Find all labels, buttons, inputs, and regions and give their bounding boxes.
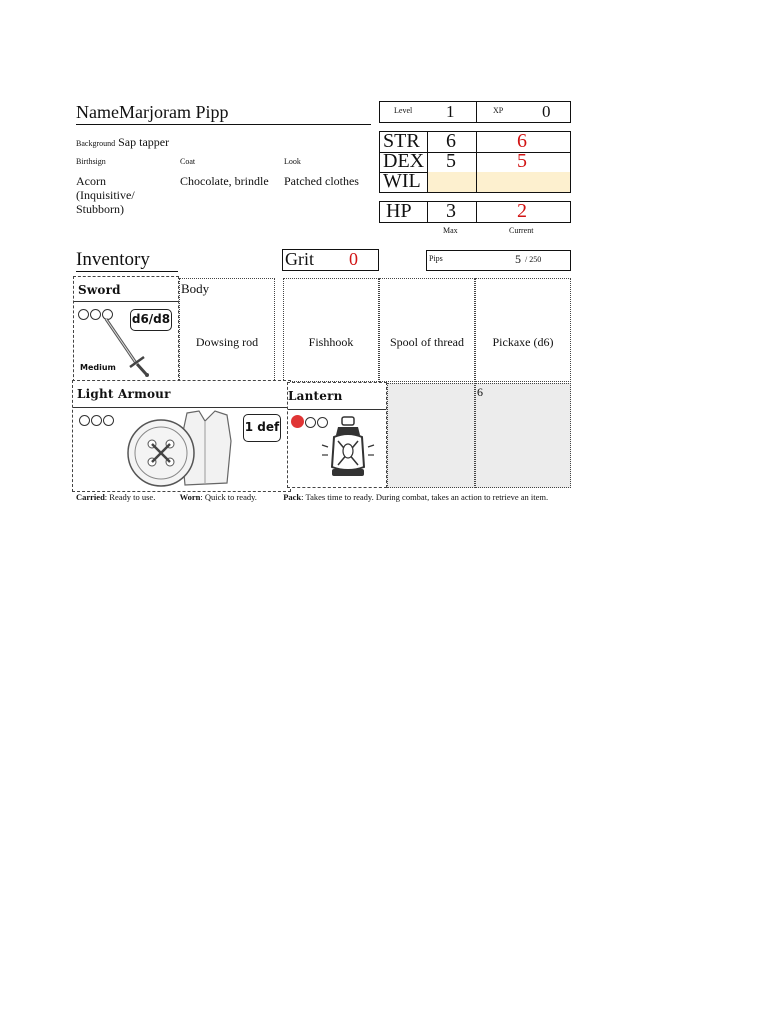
inventory-slot-pack-1[interactable]	[283, 278, 379, 382]
stats-divider-2	[476, 132, 477, 192]
stat-row-wil	[380, 172, 570, 192]
slot-text: Spool of thread	[390, 335, 464, 349]
usage-dot-filled[interactable]	[291, 415, 304, 428]
light-armour-card[interactable]	[72, 380, 291, 492]
xp-value[interactable]: 0	[542, 102, 551, 121]
birthsign-line-3: Stubborn)	[76, 202, 124, 216]
inventory-slot-pack-4[interactable]	[387, 383, 475, 488]
stat-current-str[interactable]: 6	[517, 130, 527, 152]
usage-dot[interactable]	[103, 415, 114, 426]
name-row	[76, 102, 371, 125]
body-label: Body	[181, 281, 210, 296]
birthsign-line-2: (Inquisitive/	[76, 188, 135, 202]
slot-text: Dowsing rod	[195, 335, 259, 349]
inventory-slot-pack-3[interactable]	[475, 278, 571, 382]
worn-label: Worn	[179, 492, 201, 502]
usage-dot[interactable]	[91, 415, 102, 426]
hp-divider-2	[476, 202, 477, 222]
background-field	[76, 135, 169, 150]
birthsign-label: Birthsign	[76, 157, 106, 166]
background-label: Background	[76, 139, 116, 148]
lantern-title-rule	[288, 409, 386, 410]
pips-value[interactable]: 5	[515, 252, 521, 266]
look-label: Look	[284, 157, 301, 166]
hp-max[interactable]: 3	[446, 200, 456, 222]
inventory-slot-body[interactable]	[179, 278, 275, 382]
hp-box	[379, 201, 571, 223]
grit-value[interactable]: 0	[349, 249, 358, 269]
stats-block	[379, 131, 571, 193]
inventory-slot-pack-5[interactable]	[475, 383, 571, 488]
sword-title: Sword	[78, 283, 121, 297]
coat-label: Coat	[180, 157, 196, 166]
pack-label: Pack	[283, 492, 302, 502]
birthsign-line-1: Acorn	[76, 174, 106, 188]
level-label: Level	[394, 106, 413, 115]
carried-text: : Ready to use.	[104, 492, 156, 502]
level-divider	[476, 102, 477, 122]
inventory-title: Inventory	[76, 249, 178, 272]
sword-class: Medium	[80, 363, 116, 372]
stat-label-str: STR	[383, 130, 420, 152]
hp-divider-1	[427, 202, 428, 222]
pips-box	[426, 250, 571, 271]
inventory-slot-pack-2[interactable]	[379, 278, 475, 382]
lantern-title: Lantern	[288, 389, 343, 403]
level-value[interactable]: 1	[446, 102, 455, 121]
look-value[interactable]: Patched clothes	[284, 174, 359, 188]
sword-damage-badge: d6/d8	[130, 309, 172, 331]
birthsign-value[interactable]	[76, 174, 135, 216]
level-box	[379, 101, 571, 123]
hp-max-label: Max	[443, 226, 458, 235]
stat-label-wil: WIL	[383, 170, 421, 192]
pips-label: Pips	[429, 254, 443, 263]
name-label: Name	[76, 102, 119, 122]
armour-defense-badge: 1 def	[243, 414, 281, 442]
hp-label: HP	[386, 200, 412, 222]
grit-label: Grit	[285, 249, 314, 269]
carried-label: Carried	[76, 492, 105, 502]
background-value[interactable]: Sap tapper	[118, 135, 170, 149]
hp-current[interactable]: 2	[517, 200, 527, 222]
stat-max-str[interactable]: 6	[446, 130, 456, 152]
pack-text: : Takes time to ready. During combat, takes an action to retrieve an item.	[301, 492, 549, 502]
armour-usage-dots[interactable]	[79, 413, 115, 431]
footer-legend	[76, 492, 576, 502]
grit-box	[282, 249, 379, 271]
xp-label: XP	[493, 106, 504, 115]
usage-dot[interactable]	[305, 417, 316, 428]
usage-dot[interactable]	[78, 309, 89, 320]
stat-wil-field[interactable]	[428, 172, 570, 192]
lantern-card[interactable]	[287, 382, 387, 488]
pack-slot-number: 6	[477, 385, 483, 399]
stat-current-dex[interactable]: 5	[517, 150, 527, 172]
coat-value[interactable]: Chocolate, brindle	[180, 174, 269, 188]
stats-divider-1	[427, 132, 428, 192]
lantern-icon	[320, 415, 380, 483]
armour-title: Light Armour	[77, 387, 171, 401]
armour-icon	[123, 407, 243, 491]
slot-text: Pickaxe (d6)	[492, 335, 554, 349]
usage-dot[interactable]	[79, 415, 90, 426]
sword-card[interactable]	[73, 276, 179, 382]
hp-current-label: Current	[509, 226, 534, 235]
pips-max: / 250	[525, 255, 542, 264]
stat-max-dex[interactable]: 5	[446, 150, 456, 172]
name-value[interactable]: Marjoram Pipp	[118, 102, 229, 122]
slot-text: Fishhook	[308, 335, 354, 349]
sword-title-rule	[74, 301, 178, 302]
usage-dot[interactable]	[90, 309, 101, 320]
stat-label-dex: DEX	[383, 150, 425, 172]
worn-text: : Quick to ready.	[200, 492, 257, 502]
